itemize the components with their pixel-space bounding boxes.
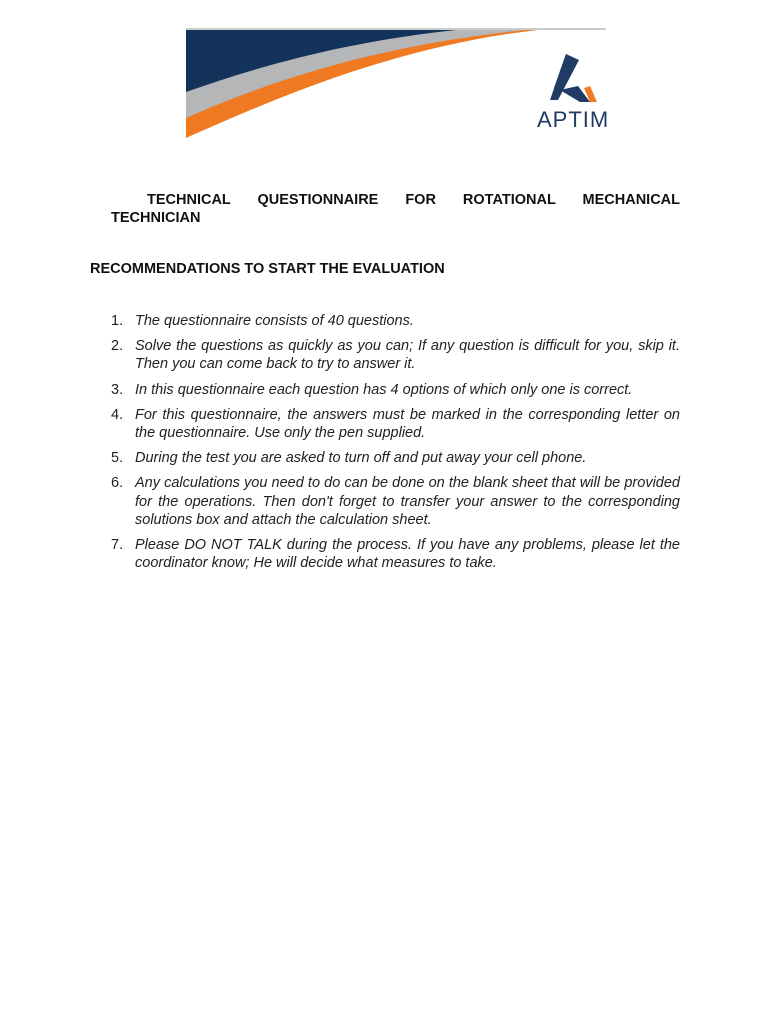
instruction-text: Solve the questions as quickly as you can; If any question is difficult for you, skip it. Then you can come back to try to answer it. xyxy=(135,338,680,373)
instructions-list xyxy=(111,312,680,579)
instruction-number: 3. xyxy=(111,381,124,398)
instruction-text: In this questionnaire each question has 4 options of which only one is correct. xyxy=(135,381,633,398)
instruction-item xyxy=(111,474,680,529)
instruction-text: The questionnaire consists of 40 questions. xyxy=(135,313,414,329)
instruction-number: 6. xyxy=(111,475,124,492)
instruction-item xyxy=(111,406,680,442)
instruction-number: 5. xyxy=(111,450,124,467)
instruction-item xyxy=(111,312,680,330)
company-logo-text: APTIM xyxy=(537,107,610,132)
aptim-logo-mark xyxy=(550,54,597,102)
instruction-number: 4. xyxy=(111,406,124,423)
instruction-text: Please DO NOT TALK during the process. If you have any problems, please let the coordinator know; He will decide what measures to take. xyxy=(135,537,680,572)
instruction-text: During the test you are asked to turn off and put away your cell phone. xyxy=(135,450,587,467)
instruction-text: For this questionnaire, the answers must be marked in the corresponding letter on the questionnaire. Use only the pen supplied. xyxy=(135,406,680,442)
instruction-item xyxy=(111,337,680,373)
document-title: TECHNICAL QUESTIONNAIRE FOR ROTATIONAL MECHANICAL TECHNICIAN xyxy=(111,192,680,226)
section-heading: RECOMMENDATIONS TO START THE EVALUATION xyxy=(90,261,445,277)
instruction-item xyxy=(111,449,680,467)
instruction-number: 1. xyxy=(111,313,124,329)
instruction-item xyxy=(111,536,680,572)
instruction-item xyxy=(111,381,680,399)
instruction-text: Any calculations you need to do can be done on the blank sheet that will be provided for the operations. Then don't forget to transfer your answer to the corresponding solutions box and attach the calculation sheet. xyxy=(135,475,680,528)
instruction-number: 2. xyxy=(111,338,124,355)
instruction-number: 7. xyxy=(111,537,124,554)
